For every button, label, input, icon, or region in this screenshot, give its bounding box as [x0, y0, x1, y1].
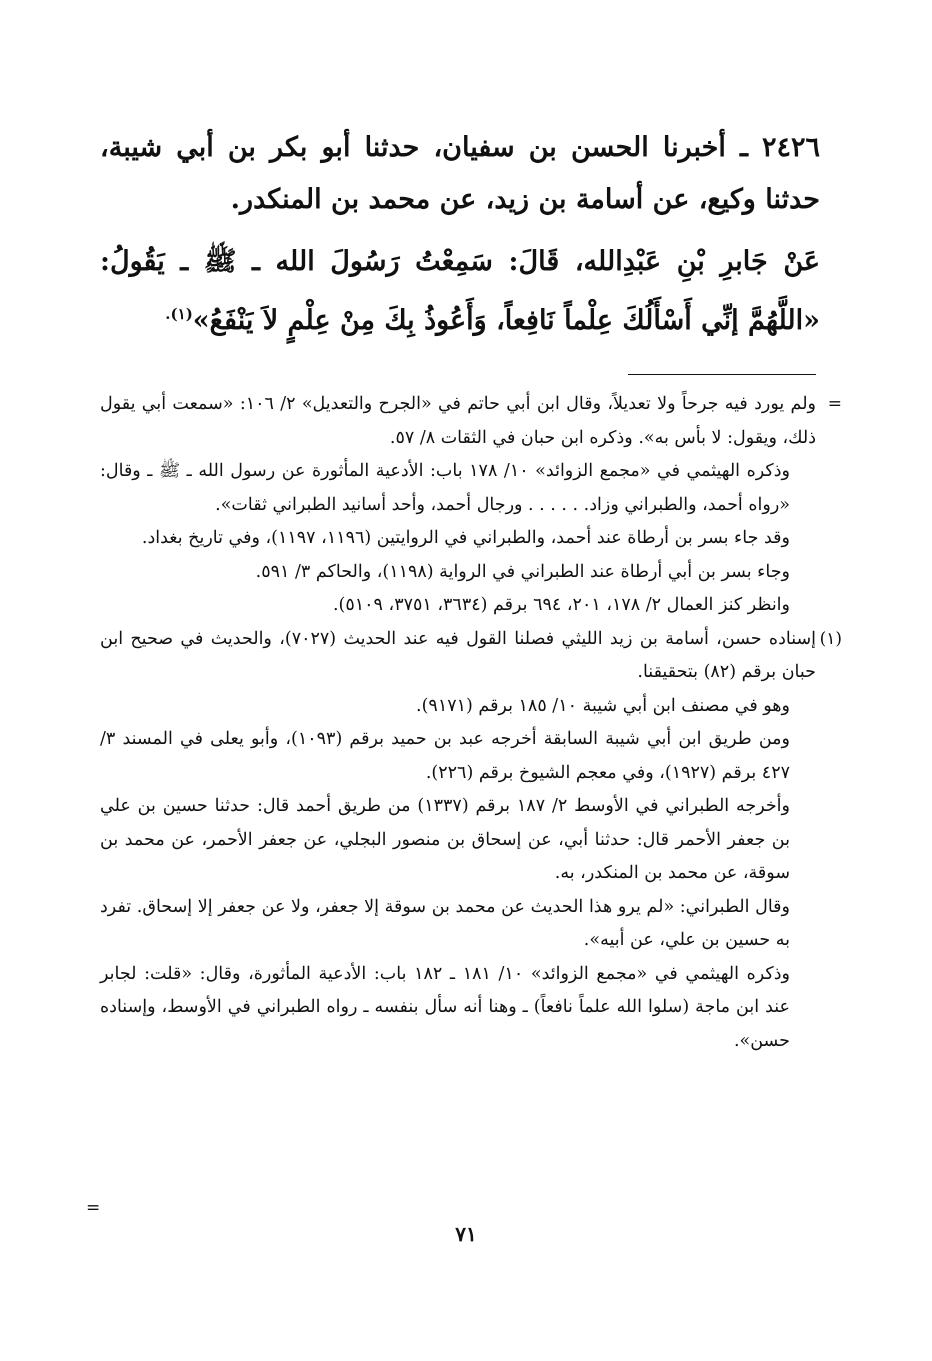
footnote-text: ولم يورد فيه جرحاً ولا تعديلاً، وقال ابن أبي حاتم في «الجرح والتعديل» ٢/ ١٠٦: «سمعت أبي يقول ذلك، ويقول: لا بأس به». وذكره ابن حبان في الثقات ٨/ ٥٧. [100, 394, 816, 448]
page-end-continuation-mark: = [86, 1198, 101, 1218]
page-number: ٧١ [455, 1222, 477, 1246]
footnote-1-p3: ومن طريق ابن أبي شيبة السابقة أخرجه عبد بن حميد برقم (١٠٩٣)، وأبو يعلى في المسند ٣/ ٤٢٧ برقم (١٩٢٧)، وفي معجم الشيوخ برقم (٢٢٦). [100, 729, 790, 783]
footnote-continuation-p3: وقد جاء بسر بن أرطاة عند أحمد، والطبراني في الروايتين (١١٩٦، ١١٩٧)، وفي تاريخ بغداد. [141, 528, 790, 548]
footnote-continuation-p1 [100, 388, 842, 455]
continuation-mark: = [827, 394, 842, 414]
hadith-matn [100, 236, 820, 347]
footnote-1-p2: وهو في مصنف ابن أبي شيبة ١٠/ ١٨٥ برقم (٩١٧١). [416, 695, 790, 716]
footnote-1-p1 [100, 623, 842, 690]
footnote-continuation-p4: وجاء بسر بن أبي أرطاة عند الطبراني في الرواية (١١٩٨)، والحاكم ٣/ ٥٩١. [255, 561, 790, 582]
hadith-number: ٢٤٢٦ [761, 132, 820, 163]
footnote-1-p4: وأخرجه الطبراني في الأوسط ٢/ ١٨٧ برقم (١٣٣٧) من طريق أحمد قال: حدثنا حسين بن علي بن جعفر الأحمر قال: حدثنا أبي، عن إسحاق بن منصور البجلي، عن جعفر الأحمر، عن محمد بن سوقة، عن محمد بن المنكدر، به. [100, 796, 790, 883]
footnote-1-p5: وقال الطبراني: «لم يرو هذا الحديث عن محمد بن سوقة إلا جعفر، ولا عن جعفر إلا إسحاق. تفرد به حسين بن علي، عن أبيه». [100, 896, 790, 950]
footnote-divider [628, 374, 816, 375]
hadith-isnad [100, 122, 820, 226]
footnote-continuation-p2: وذكره الهيثمي في «مجمع الزوائد» ١٠/ ١٧٨ باب: الأدعية المأثورة عن رسول الله ـ ﷺ ـ وقال: «رواه أحمد، والطبراني وزاد. . . . . . ورجال أحمد، وأحد أسانيد الطبراني ثقات». [100, 461, 790, 515]
matn-footnote-ref: (١). [165, 305, 193, 323]
matn-text: «اللَّهُمَّ إنِّي أَسْأَلُكَ عِلْماً نَافِعاً، وَأَعُوذُ بِكَ مِنْ عِلْمٍ لاَ يَنْفَعُ» [192, 305, 820, 336]
footnote-1-label: (١) [819, 628, 842, 649]
footnotes [100, 388, 842, 1058]
matn-intro: عَنْ جَابرِ بْنِ عَبْدِالله، قَالَ: سَمِعْتُ رَسُولَ الله ـ ﷺ ـ يَقُولُ: [100, 246, 820, 277]
footnote-text: إسناده حسن، أسامة بن زيد الليثي فصلنا القول فيه عند الحديث (٧٠٢٧)، والحديث في صحيح ابن حبان برقم (٨٢) بتحقيقنا. [100, 628, 816, 682]
footnote-1-p6: وذكره الهيثمي في «مجمع الزوائد» ١٠/ ١٨١ ـ ١٨٢ باب: الأدعية المأثورة، وقال: «قلت: لجابر عند ابن ماجة (سلوا الله علماً نافعاً) ـ وهنا أنه سأل بنفسه ـ رواه الطبراني في الأوسط، وإسناده حسن». [100, 963, 790, 1051]
isnad-text: ـ أخبرنا الحسن بن سفيان، حدثنا أبو بكر بن أبي شيبة، حدثنا وكيع، عن أسامة بن زيد، عن محمد بن المنكدر. [100, 132, 820, 215]
footnote-continuation-p5: وانظر كنز العمال ٢/ ١٧٨، ٢٠١، ٦٩٤ برقم (٣٦٣٤، ٣٧٥١، ٥١٠٩). [332, 595, 790, 615]
